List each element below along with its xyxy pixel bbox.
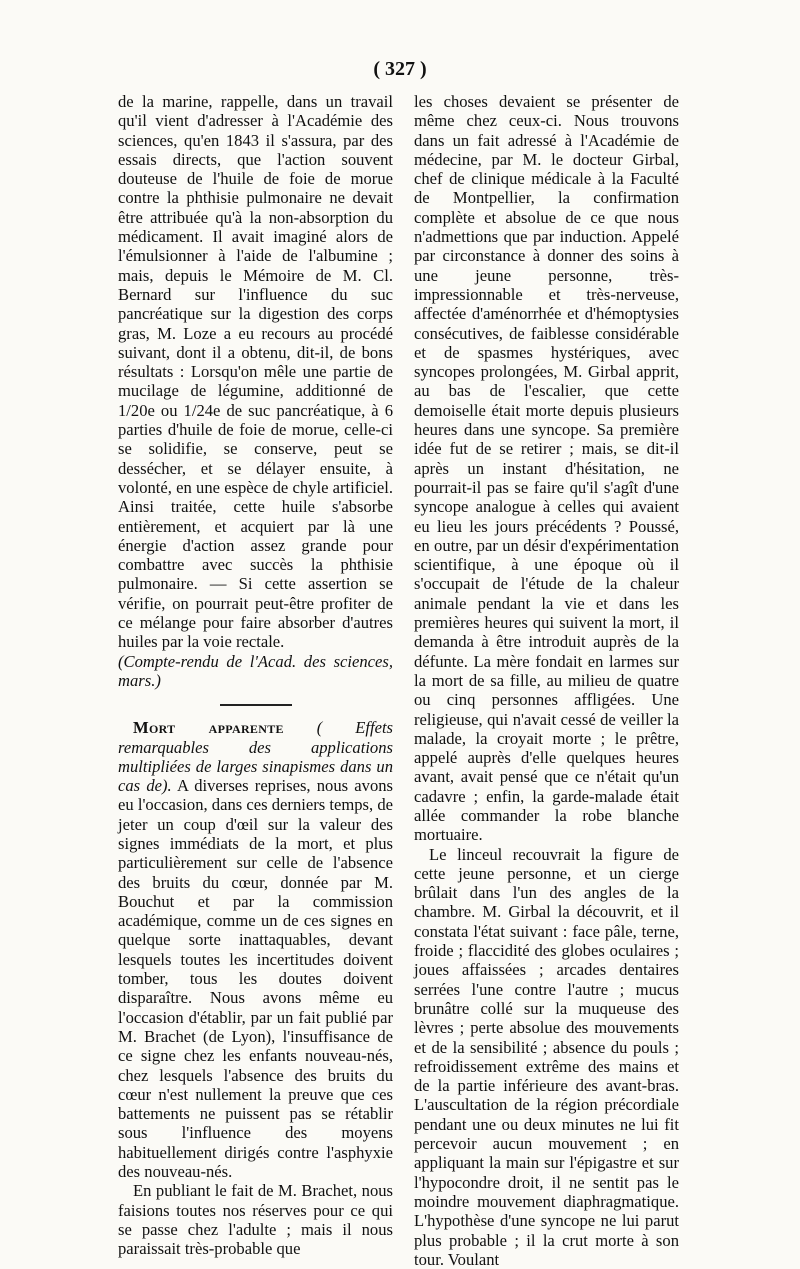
citation xyxy=(118,652,393,691)
section-heading-subtitle: ( Effets remarquables des applications multipliées de larges sinapismes dans un cas de). xyxy=(118,718,394,796)
section-heading-block xyxy=(118,718,393,1181)
left-paragraph-3: En publiant le fait de M. Brachet, nous faisions toutes nos réserves pour ce qui se passe chez l'adulte ; mais il nous paraissait très-probable que xyxy=(118,1181,393,1259)
citation-text: (Compte-rendu de l'Acad. des sciences, mars.) xyxy=(118,651,393,690)
right-paragraph-1: les choses devaient se présenter de même chez ceux-ci. Nous trouvons dans un fait adressé à l'Académie de médecine, par M. le docteur Girbal, chef de clinique médicale à la Faculté de Montpellier, la confirmation complète et absolue de ce que nous n'admettions que par induction. Appelé par circonstance à donner des soins à une jeune personne, très-impressionnable et très-nerveuse, affectée d'aménorrhée et d'hémoptysies consécutives, de faiblesse considérable et de spasmes hystériques, avec syncopes prolongées, M. Girbal apprit, au bas de l'escalier, que cette demoiselle était morte depuis plusieurs heures dans une syncope. Sa première idée fut de se retirer ; mais, se dit-il après un instant d'hésitation, ne pourrait-il pas se faire qu'il s'agît d'une syncope analogue à celles qui avaient eu lieu les jours précédents ? Poussé, en outre, par un désir d'expérimentation scientifique, à une époque où il s'occupait de l'étude de la chaleur animale pendant la vie et dans les premières heures qui suivent la mort, il demanda à être introduit auprès de la défunte. La mère fondait en larmes sur la mort de sa fille, au milieu de quatre ou cinq personnes affligées. Une religieuse, qui n'avait cessé de veiller la malade, la croyait morte ; le prêtre, appelé auprès d'elle quelques heures avant, avait pensé que ce n'était qu'un cadavre ; enfin, la garde-malade était allée commander la robe blanche mortuaire. xyxy=(414,92,679,845)
page-number: ( 327 ) xyxy=(373,58,427,80)
left-paragraph-2: A diverses reprises, nous avons eu l'occasion, dans ces derniers temps, de jeter un coup d'œil sur la valeur des signes immédiats de la mort, et plus particulièrement sur celle de l'absence des bruits du cœur, donnée par M. Bouchut et par la commission académique, comme un de ces signes en quelque sorte inattaquables, devant lesquels toutes les incertitudes doivent tomber, tous les doutes doivent disparaître. Nous avons même eu l'occasion d'établir, par un fait publié par M. Brachet (de Lyon), l'insuffisance de ce signe chez les enfants nouveau-nés, chez lesquels l'absence des bruits du cœur n'est nullement la preuve que ces battements ne puissent pas se rétablir sous l'influence des moyens habituellement dirigés contre l'asphyxie des nouveau-nés. xyxy=(118,776,394,1182)
left-column xyxy=(118,92,393,1259)
section-heading: Mort apparente xyxy=(133,718,284,738)
right-column xyxy=(414,92,679,1269)
section-divider xyxy=(220,704,292,706)
right-paragraph-2: Le linceul recouvrait la figure de cette jeune personne, et un cierge brûlait dans l'un des angles de la chambre. M. Girbal la découvrit, et il constata l'état suivant : face pâle, terne, froide ; flaccidité des globes oculaires ; joues affaissées ; arcades dentaires serrées l'une contre l'autre ; mucus brunâtre collé sur la muqueuse des lèvres ; perte absolue des mouvements et de la sensibilité ; absence du pouls ; refroidissement extrême des mains et de la partie inférieure des avant-bras. L'auscultation de la région précordiale pendant une ou deux minutes ne lui fit percevoir aucun mouvement ; en appliquant la main sur l'épigastre et sur l'hypocondre droit, il ne sentit pas le moindre mouvement diaphragmatique. L'hypothèse d'une syncope ne lui parut plus probable ; il la crut morte à son tour. Voulant xyxy=(414,844,679,1269)
left-paragraph-1: de la marine, rappelle, dans un travail qu'il vient d'adresser à l'Académie des sciences, qu'en 1843 il s'assura, par des essais directs, que l'action souvent douteuse de l'huile de foie de morue contre la phthisie pulmonaire ne devait être attribuée qu'à la non-absorption du médicament. Il avait imaginé alors de l'émulsionner à l'aide de l'albumine ; mais, depuis le Mémoire de M. Cl. Bernard sur l'influence du suc pancréatique sur la digestion des corps gras, M. Loze a eu recours au procédé suivant, dont il a obtenu, dit-il, de bons résultats : Lorsqu'on mêle une partie de mucilage de légumine, additionné de 1/20e ou 1/24e de suc pancréatique, à 6 parties d'huile de foie de morue, celle-ci se solidifie, se conserve, peut se dessécher, et se délayer ensuite, à volonté, en une espèce de chyle artificiel. Ainsi traitée, cette huile s'absorbe entièrement, et acquiert par là une énergie d'action assez grande pour combattre avec succès la phthisie pulmonaire. — Si cette assertion se vérifie, on pourrait peut-être profiter de ce mélange pour faire absorber d'autres huiles par la voie rectale. xyxy=(118,92,393,652)
